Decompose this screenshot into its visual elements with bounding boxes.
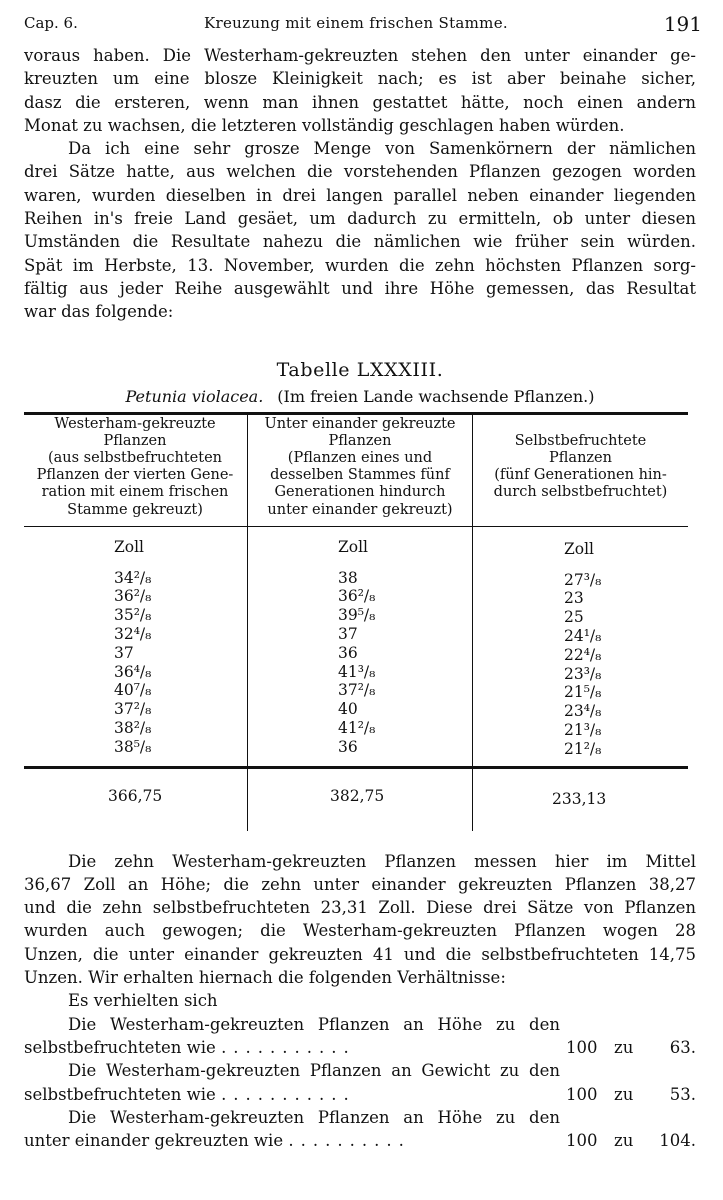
table-cell: 36⁴/₈ <box>114 662 152 681</box>
column-header-intercrossed <box>248 416 472 519</box>
ratio-line <box>24 1013 696 1036</box>
ratio-line <box>24 1106 696 1129</box>
text-line: dasz die ersteren, wenn man ihnen gestattet hätte, noch einen andern <box>24 92 696 112</box>
table-top-rule <box>24 412 688 415</box>
text-line: waren, wurden dieselben in drei langen parallel neben einander liegenden <box>24 185 696 205</box>
column-header-westerham <box>24 416 246 519</box>
table-cell: 34²/₈ <box>114 568 152 587</box>
leader-dots: ........... <box>221 1084 356 1104</box>
header-rule <box>24 526 688 527</box>
ratio-zu: zu <box>614 1037 634 1057</box>
ratio-b: 63. <box>669 1037 696 1057</box>
ratio-a: 100 <box>566 1131 598 1151</box>
ratio-line <box>24 1129 696 1152</box>
text-line: voraus haben. Die Westerham-gekreuzten stehen den unter einander ge- <box>24 46 696 65</box>
header-line: Pflanzen <box>328 432 392 449</box>
table-subtitle <box>24 387 696 406</box>
ratio-label: Die Westerham-gekreuzten Pflanzen an Gewicht zu den <box>68 1061 560 1081</box>
table-cell: 36 <box>338 737 358 756</box>
column-divider <box>472 527 473 766</box>
table-cell: 40 <box>338 700 358 719</box>
table-cell: 41³/₈ <box>338 662 376 681</box>
text-line: Spät im Herbste, 13. November, wurden die zehn höchsten Pflanzen sorg- <box>24 255 696 275</box>
table-cell: 24¹/₈ <box>564 626 602 645</box>
text-line: wurden auch gewogen; die Westerham-gekreuzten Pflanzen wogen 28 <box>24 921 696 941</box>
text-line: drei Sätze hatte, aus welchen die vorstehenden Pflanzen gezogen worden <box>24 162 696 182</box>
table-cell: 37 <box>114 643 134 662</box>
header-line: Westerham-gekreuzte <box>54 415 216 432</box>
text-line: Unzen. Wir erhalten hiernach die folgenden Verhältnisse: <box>24 968 506 988</box>
page <box>24 10 702 1152</box>
page-number: 191 <box>663 12 702 36</box>
column-total: 382,75 <box>330 786 385 805</box>
table-cell: 21⁵/₈ <box>564 683 602 702</box>
text-line: fältig aus jeder Reihe ausgewählt und ihre Höhe gemessen, das Resultat <box>24 278 696 298</box>
header-line: Pflanzen der vierten Gene- <box>36 467 234 484</box>
column-header-selfed <box>473 433 688 502</box>
table-cell: 27³/₈ <box>564 570 602 589</box>
column-divider <box>247 527 248 766</box>
table-cell: 35²/₈ <box>114 606 152 625</box>
ratio-zu: zu <box>614 1131 634 1151</box>
table-cell: 38 <box>338 568 358 587</box>
unit-label: Zoll <box>338 537 369 556</box>
table-cell: 36²/₈ <box>338 587 376 606</box>
table-cell: 39⁵/₈ <box>338 606 376 625</box>
table-title: Tabelle LXXXIII. <box>276 358 444 381</box>
ratio-label: Die Westerham-gekreuzten Pflanzen an Höhe zu den <box>68 1107 560 1127</box>
paragraph-2 <box>24 137 696 323</box>
header-line: Pflanzen <box>103 432 167 449</box>
leader-dots: .......... <box>288 1131 411 1151</box>
text-line: Die zehn Westerham-gekreuzten Pflanzen messen hier im Mittel <box>68 851 696 871</box>
text-line: und die zehn selbstbefruchteten 23,31 Zoll. Diese drei Sätze von Pflanzen <box>24 898 696 918</box>
table-cell: 22⁴/₈ <box>564 645 602 664</box>
paragraph-1 <box>24 44 696 137</box>
table-cell: 38²/₈ <box>114 718 152 737</box>
table-cell: 23³/₈ <box>564 664 602 683</box>
ratio-label <box>24 1083 556 1106</box>
header-line: (aus selbstbefruchteten <box>47 449 222 466</box>
ratio-label-text: selbstbefruchteten wie <box>24 1084 216 1104</box>
ratio-b: 104. <box>659 1131 696 1151</box>
header-line: Generationen hindurch <box>274 484 446 501</box>
table-cell: 41²/₈ <box>338 718 376 737</box>
table-cell: 37²/₈ <box>114 700 152 719</box>
data-table <box>24 412 688 842</box>
text-line: kreuzten um eine blosze Kleinigkeit nach; es ist aber beinahe sicher, <box>24 69 696 89</box>
header-line: Stamme gekreuzt) <box>67 501 203 518</box>
paragraph-3 <box>24 850 696 990</box>
table-cell: 37 <box>338 624 358 643</box>
table-cell: 23 <box>564 589 584 608</box>
chapter-label: Cap. 6. <box>24 14 78 32</box>
header-line: desselben Stammes fünf <box>270 467 450 484</box>
column-divider <box>472 769 473 831</box>
column-values-selfed <box>564 571 601 759</box>
ratio-label-text: selbstbefruchteten wie <box>24 1037 216 1057</box>
ratio-label-text: unter einander gekreuzten wie <box>24 1131 284 1151</box>
table-cell: 21³/₈ <box>564 720 602 739</box>
table-cell: 40⁷/₈ <box>114 681 152 700</box>
unit-label: Zoll <box>114 537 145 556</box>
text-line: Unzen, die unter einander gekreuzten 41 und die selbstbefruchteten 14,75 <box>24 944 696 964</box>
column-values-westerham <box>114 569 151 757</box>
table-caption: (Im freien Lande wachsende Pflanzen.) <box>277 386 595 406</box>
text-line: war das folgende: <box>24 302 174 322</box>
ratio-line <box>24 1059 696 1082</box>
ratio-zu: zu <box>614 1084 634 1104</box>
ratio-intro: Es verhielten sich <box>68 991 218 1011</box>
ratio-list <box>24 989 696 1152</box>
running-header <box>24 10 702 44</box>
text-line: Reihen in's freie Land gesäet, um dadurch zu ermitteln, ob unter diesen <box>24 209 696 229</box>
text-line: Monat zu wachsen, die letzteren vollständig geschlagen haben würden. <box>24 115 625 135</box>
leader-dots: ........... <box>221 1037 356 1057</box>
ratio-label <box>24 1036 556 1059</box>
ratio-label <box>24 1129 556 1152</box>
table-cell: 36²/₈ <box>114 587 152 606</box>
ratio-a: 100 <box>566 1084 598 1104</box>
text-line: Da ich eine sehr grosze Menge von Samenkörnern der nämlichen <box>68 139 696 159</box>
column-values-intercrossed <box>338 569 375 757</box>
table-cell: 23⁴/₈ <box>564 702 602 721</box>
table-cell: 38⁵/₈ <box>114 737 152 756</box>
column-total: 233,13 <box>552 789 607 808</box>
ratio-line <box>24 1036 696 1059</box>
ratio-label: Die Westerham-gekreuzten Pflanzen an Höhe zu den <box>68 1014 560 1034</box>
running-title: Kreuzung mit einem frischen Stamme. <box>204 14 508 32</box>
header-line: Selbstbefruchtete <box>514 432 647 449</box>
ratio-b: 53. <box>669 1084 696 1104</box>
header-line: durch selbstbefruchtet) <box>493 484 668 501</box>
species-name: Petunia violacea. <box>125 386 264 406</box>
column-divider <box>247 769 248 831</box>
header-line: Pflanzen <box>549 449 612 466</box>
column-total: 366,75 <box>108 786 163 805</box>
table-cell: 21²/₈ <box>564 739 602 758</box>
unit-label: Zoll <box>564 539 595 558</box>
table-cell: 32⁴/₈ <box>114 624 152 643</box>
totals-rule <box>24 766 688 769</box>
header-line: (Pflanzen eines und <box>287 449 433 466</box>
header-line: unter einander gekreuzt) <box>267 501 453 518</box>
ratio-a: 100 <box>566 1037 598 1057</box>
header-line: (fünf Generationen hin- <box>494 466 667 483</box>
text-line: Umständen die Resultate nahezu die nämlichen wie früher sein würden. <box>24 232 696 252</box>
table-cell: 25 <box>564 608 584 627</box>
header-line: ration mit einem frischen <box>41 484 229 501</box>
text-line: 36,67 Zoll an Höhe; die zehn unter einander gekreuzten Pflanzen 38,27 <box>24 874 696 894</box>
table-cell: 36 <box>338 643 358 662</box>
table-cell: 37²/₈ <box>338 681 376 700</box>
header-line: Unter einander gekreuzte <box>264 415 456 432</box>
ratio-line <box>24 1083 696 1106</box>
